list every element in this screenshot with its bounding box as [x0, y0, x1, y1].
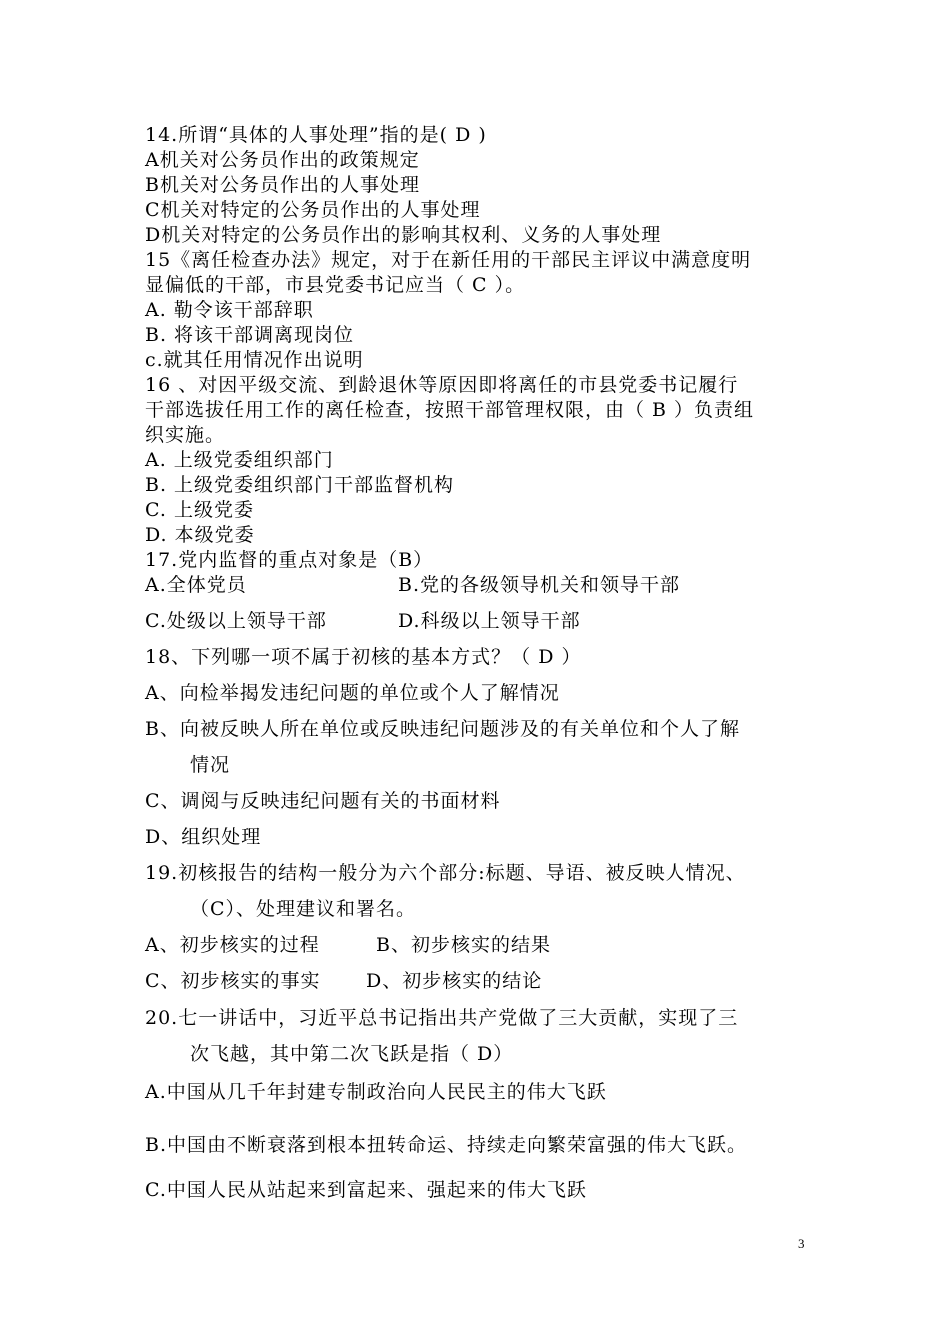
q18-option-b-line2: 情况: [190, 754, 231, 776]
q18-option-a: A、向检举揭发违纪问题的单位或个人了解情况: [145, 682, 560, 704]
page-number: 3: [798, 1236, 805, 1251]
q14-option-c: C机关对特定的公务员作出的人事处理: [145, 199, 481, 221]
q16-stem-line2: 干部选拔任用工作的离任检查，按照干部管理权限，由（ B ）负责组: [145, 399, 755, 421]
q18-stem: 18、下列哪一项不属于初核的基本方式？（ D ）: [145, 646, 582, 668]
q15-option-a: A. 勒令该干部辞职: [145, 299, 314, 321]
q18-option-b-line1: B、向被反映人所在单位或反映违纪问题涉及的有关单位和个人了解: [145, 718, 740, 740]
q17-option-a: A.全体党员: [145, 574, 247, 596]
q16-option-b: B. 上级党委组织部门干部监督机构: [145, 474, 455, 496]
q15-option-c: c.就其任用情况作出说明: [145, 349, 364, 371]
q19-stem-line2: （C）、处理建议和署名。: [190, 898, 417, 920]
q19-option-d: D、初步核实的结论: [366, 970, 543, 992]
q17-option-c: C.处级以上领导干部: [145, 610, 327, 632]
q16-stem-line3: 织实施。: [145, 424, 226, 446]
q14-option-b: B机关对公务员作出的人事处理: [145, 174, 420, 196]
q14-option-a: A机关对公务员作出的政策规定: [145, 149, 420, 171]
q15-stem-line2: 显偏低的干部，市县党委书记应当（ C ）。: [145, 274, 526, 296]
q17-stem: 17.党内监督的重点对象是（B）: [145, 549, 434, 571]
q20-option-c: C.中国人民从站起来到富起来、强起来的伟大飞跃: [145, 1179, 587, 1201]
q14-stem: 14.所谓“具体的人事处理”指的是( D ): [145, 124, 487, 146]
q19-option-a: A、初步核实的过程: [145, 934, 320, 956]
q20-option-b: B.中国由不断衰落到根本扭转命运、持续走向繁荣富强的伟大飞跃。: [145, 1134, 748, 1156]
q16-option-c: C. 上级党委: [145, 499, 254, 521]
q20-option-a: A.中国从几千年封建专制政治向人民民主的伟大飞跃: [145, 1081, 607, 1103]
q17-option-b: B.党的各级领导机关和领导干部: [398, 574, 681, 596]
q15-option-b: B. 将该干部调离现岗位: [145, 324, 355, 346]
q19-stem-line1: 19.初核报告的结构一般分为六个部分:标题、导语、被反映人情况、: [145, 862, 746, 884]
q16-option-a: A. 上级党委组织部门: [145, 449, 334, 471]
q19-option-b: B、初步核实的结果: [376, 934, 551, 956]
q20-stem-line1: 20.七一讲话中，习近平总书记指出共产党做了三大贡献，实现了三: [145, 1007, 739, 1029]
q15-stem-line1: 15《离任检查办法》规定，对于在新任用的干部民主评议中满意度明: [145, 249, 752, 271]
q16-option-d: D. 本级党委: [145, 524, 255, 546]
q14-option-d: D机关对特定的公务员作出的影响其权利、义务的人事处理: [145, 224, 662, 246]
q19-option-c: C、初步核实的事实: [145, 970, 321, 992]
q18-option-d: D、组织处理: [145, 826, 262, 848]
q16-stem-line1: 16 、对因平级交流、到龄退休等原因即将离任的市县党委书记履行: [145, 374, 739, 396]
q17-option-d: D.科级以上领导干部: [398, 610, 581, 632]
q20-stem-line2: 次飞越，其中第二次飞跃是指（ D）: [190, 1043, 514, 1065]
q18-option-c: C、调阅与反映违纪问题有关的书面材料: [145, 790, 501, 812]
